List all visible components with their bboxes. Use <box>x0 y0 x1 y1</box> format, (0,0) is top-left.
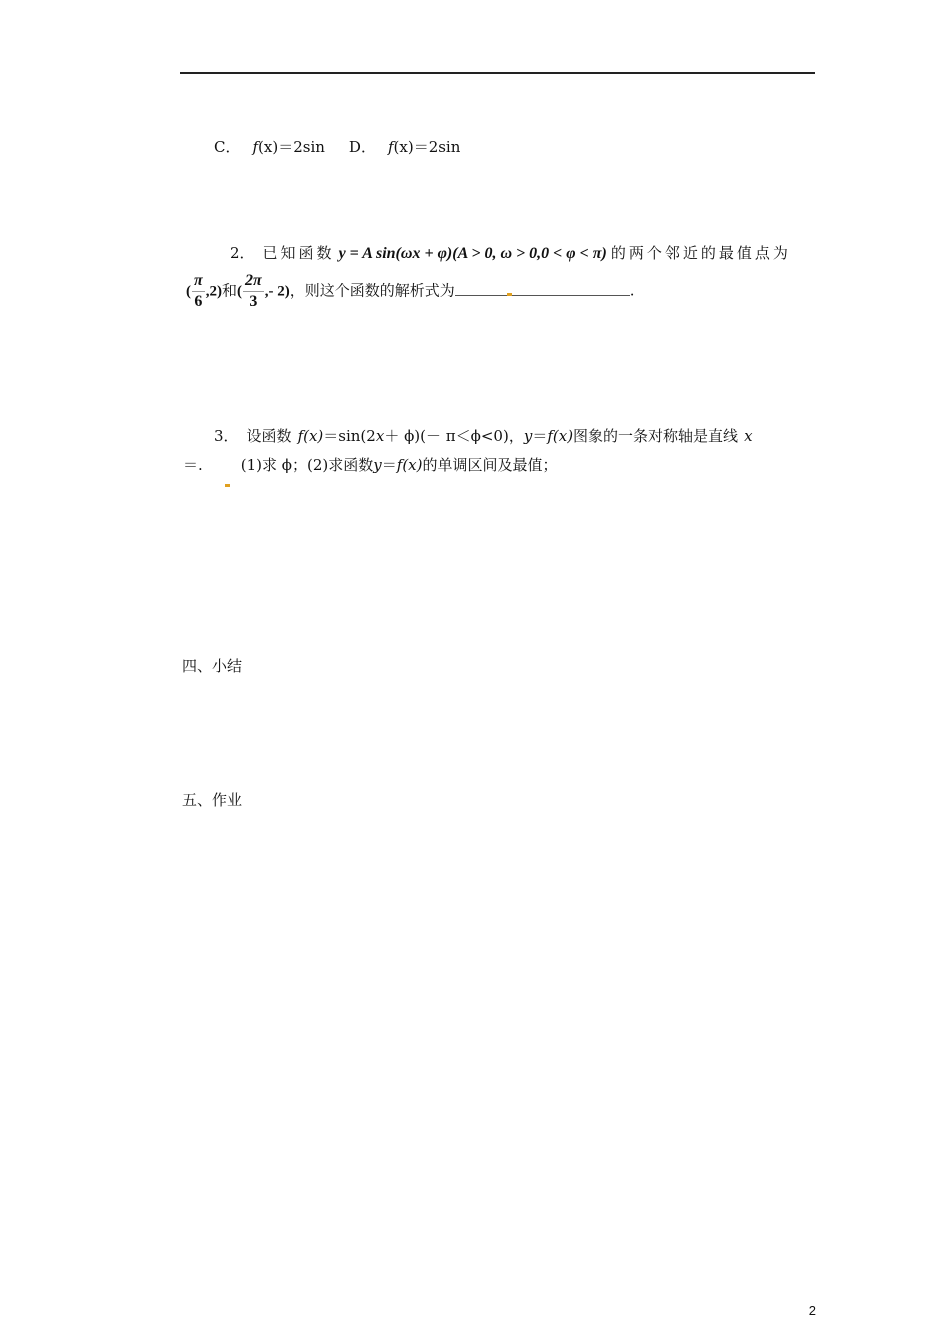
option-c-rest: ＝2sin <box>278 138 325 156</box>
options-c-d <box>214 137 460 157</box>
q3-y: y <box>523 427 533 445</box>
option-d-label: D． <box>348 138 376 156</box>
q3-intro: 设函数 <box>246 427 292 445</box>
q2-formula: y = A sin(ωx + φ)(A > 0, ω > 0,0 < φ < π) <box>338 245 607 262</box>
q3-number: 3． <box>214 427 239 445</box>
q2-answer-blank[interactable] <box>455 281 630 296</box>
q3-phi-range: ＋ ϕ)(－ π＜ϕ<0)， <box>384 427 524 445</box>
q2-point1-denominator: 6 <box>194 293 203 310</box>
option-d-arg: (x) <box>393 138 414 156</box>
q3-eq-dot: ＝. <box>183 456 203 474</box>
q3-axis-text: 图象的一条对称轴是直线 <box>573 427 739 445</box>
q3-part2: 的单调区间及最值； <box>422 456 558 474</box>
page-number: 2 <box>808 1303 816 1318</box>
q2-point2-denominator: 3 <box>249 293 258 310</box>
header-rule <box>180 72 815 74</box>
q3-sin: ＝sin(2 <box>323 427 376 445</box>
q2-and: 和 <box>221 281 237 300</box>
option-c-label: C． <box>214 138 241 156</box>
q3-mark <box>225 484 230 487</box>
q2-point1-open: ( <box>186 283 191 300</box>
q2-line1 <box>230 243 791 264</box>
q3-fx3: f(x) <box>396 456 423 474</box>
section-summary: 四、小结 <box>182 657 243 675</box>
q3-fx2: f(x) <box>547 427 574 445</box>
q2-point2-fraction <box>243 271 264 312</box>
q3-part1: (1)求 ϕ；(2)求函数 <box>240 456 374 474</box>
q2-after-formula: 的两个邻近的最值点为 <box>610 244 791 262</box>
option-c-arg: (x) <box>258 138 279 156</box>
q3-x2: x <box>744 427 753 445</box>
q2-end: . <box>629 281 635 300</box>
q3-y2: y <box>373 456 382 474</box>
q3-line1 <box>214 426 753 446</box>
option-d-rest: ＝2sin <box>413 138 461 156</box>
q3-line2 <box>183 455 558 475</box>
q2-point2-rest: ,- 2) <box>264 283 290 300</box>
q3-eq: ＝ <box>532 427 548 445</box>
q2-point1-fraction <box>192 271 205 312</box>
section-homework: 五、作业 <box>182 791 243 809</box>
q2-point2-open: ( <box>237 283 242 300</box>
q2-point2-numerator: 2π <box>243 271 264 292</box>
option-c-f: f <box>252 138 259 156</box>
q2-tail: ，则这个函数的解析式为 <box>289 281 455 300</box>
q3-fx: f(x) <box>297 427 324 445</box>
q2-number: 2． <box>230 244 255 262</box>
q2-line2 <box>186 271 635 312</box>
q2-point1-rest: ,2) <box>205 283 222 300</box>
option-d-f: f <box>387 138 394 156</box>
q3-x: x <box>375 427 385 445</box>
q2-intro: 已知函数 <box>262 244 335 262</box>
q2-point1-numerator: π <box>192 271 205 292</box>
q2-blank-mark <box>507 293 512 296</box>
q3-eq2: ＝ <box>381 456 397 474</box>
